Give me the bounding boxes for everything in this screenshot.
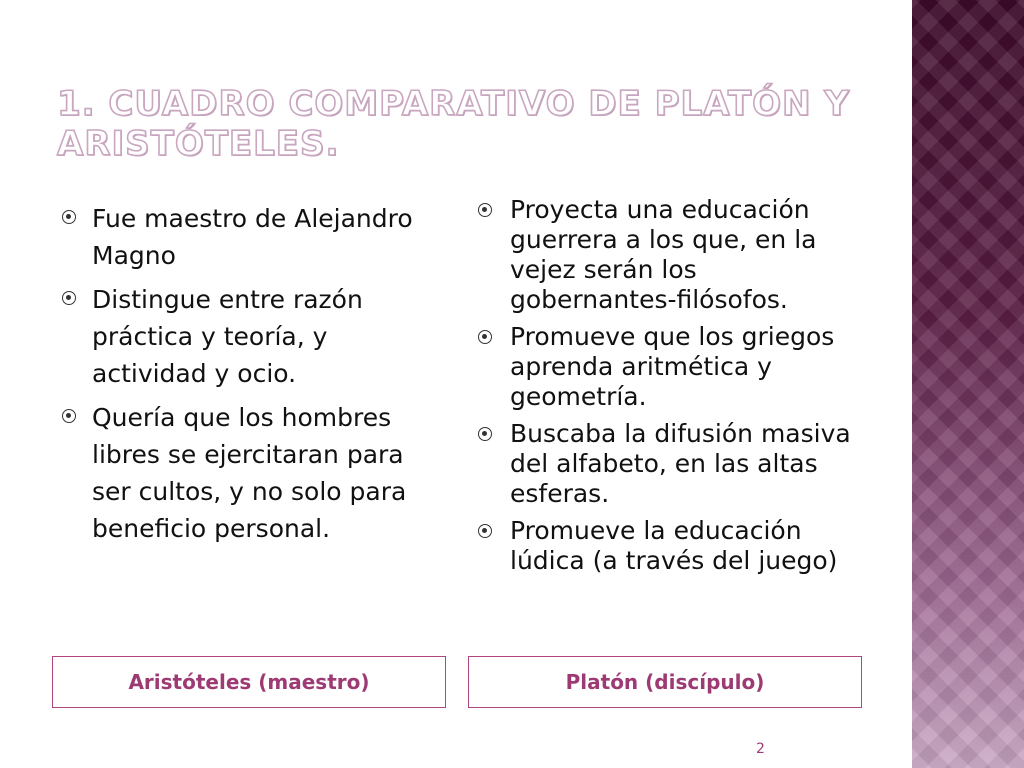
list-item (62, 281, 442, 392)
list-item (478, 419, 863, 509)
circled-dot-icon (62, 409, 76, 423)
list-item-text: Quería que los hombres libres se ejercitaran para ser cultos, y no solo para beneficio personal. (92, 403, 407, 543)
circled-dot-icon (62, 210, 76, 224)
decorative-side-band (912, 0, 1024, 768)
right-bullet-list (478, 195, 863, 576)
circled-dot-icon (62, 291, 76, 305)
list-item-text: Distingue entre razón práctica y teoría, y actividad y ocio. (92, 285, 363, 388)
page-number: 2 (756, 741, 765, 757)
list-item (62, 200, 442, 274)
list-item (478, 516, 863, 576)
circled-dot-icon (478, 330, 492, 344)
right-column (478, 195, 863, 583)
left-bullet-list (62, 200, 442, 547)
circled-dot-icon (478, 203, 492, 217)
list-item (62, 399, 442, 547)
circled-dot-icon (478, 524, 492, 538)
slide-title: 1. CUADRO COMPARATIVO DE PLATÓN Y ARISTÓTELES. (57, 84, 850, 164)
left-column (62, 200, 442, 554)
circled-dot-icon (478, 427, 492, 441)
list-item (478, 322, 863, 412)
list-item-text: Buscaba la difusión masiva del alfabeto, en las altas esferas. (510, 419, 851, 508)
list-item-text: Promueve la educación lúdica (a través del juego) (510, 516, 838, 575)
list-item-text: Fue maestro de Alejandro Magno (92, 204, 413, 270)
aristoteles-label-box: Aristóteles (maestro) (52, 656, 446, 708)
list-item (478, 195, 863, 315)
list-item-text: Promueve que los griegos aprenda aritmética y geometría. (510, 322, 835, 411)
list-item-text: Proyecta una educación guerrera a los que, en la vejez serán los gobernantes-filósofos. (510, 195, 817, 314)
platon-label-box: Platón (discípulo) (468, 656, 862, 708)
